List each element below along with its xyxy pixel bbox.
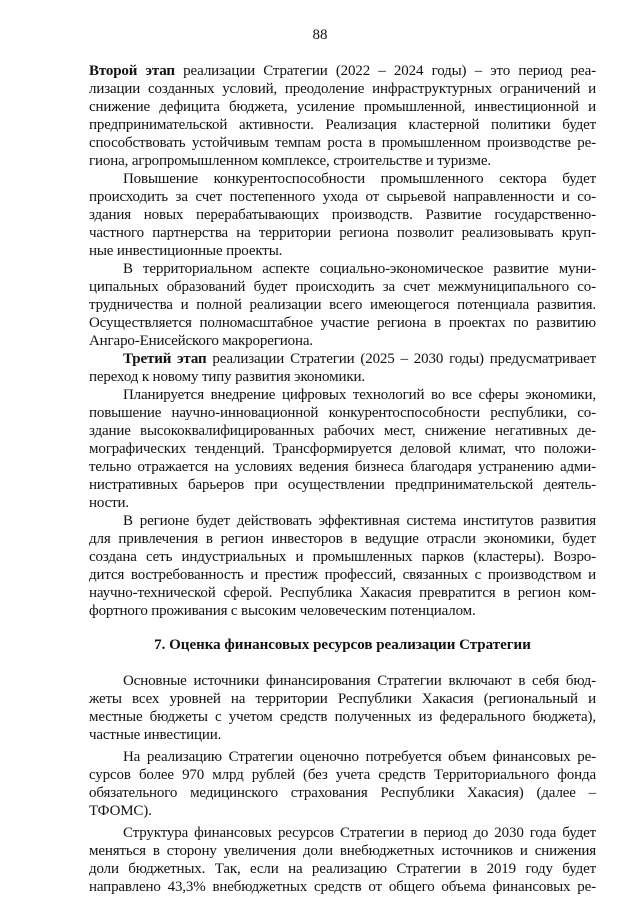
paragraph-competitiveness <box>89 170 596 260</box>
text-line: гиона, агропромышленном комплексе, строительстве и туризме. <box>89 153 492 169</box>
text-line: для привлечения в регион инвесторов в ведущие отрасли экономики, будет <box>89 531 596 547</box>
text-line: переход к новому типу развития экономики. <box>89 369 365 385</box>
text-line: В территориальном аспекте социально-экономическое развитие муни- <box>123 261 596 277</box>
text-line: ципальных образований будет происходить за счет межмуниципального со- <box>89 279 596 295</box>
text-line: тельно отражается на условиях ведения бизнеса благодаря устранению адми- <box>89 459 596 475</box>
text-line: лизации созданных условий, преодоление инфраструктурных ограничений и <box>89 81 596 97</box>
text-line: здания новых перерабатывающих производств. Развитие государственно- <box>89 207 596 223</box>
text-line: происходить за счет постепенного ухода от сырьевой направленности и со- <box>89 189 596 205</box>
text-line: Второй этап реализации Стратегии (2022 – 2024 годы) – это период реа- <box>89 63 596 79</box>
text-line: дится востребованность и престиж профессий, связанных с производством и <box>89 567 596 583</box>
text-line: Осуществляется полномасштабное участие региона в проектах по развитию <box>89 315 596 331</box>
page-number: 88 <box>312 27 328 43</box>
text-line: частного партнерства на территории региона позволит реализовывать круп- <box>89 225 596 241</box>
text-line: меняться в сторону увеличения доли внебюджетных источников и снижения <box>89 843 596 859</box>
text-line: предпринимательской активности. Реализация кластерной политики будет <box>89 117 596 133</box>
text-line: здание высококвалифицированных рабочих мест, снижение негативных де- <box>89 423 596 439</box>
text-line: На реализацию Стратегии оценочно потребуется объем финансовых ре- <box>123 749 596 765</box>
text-line: жеты всех уровней на территории Республики Хакасия (региональный и <box>89 691 596 707</box>
bold-lead-term: Второй этап <box>89 63 175 79</box>
text-line: мографических тенденций. Трансформируется деловой климат, что положи- <box>89 441 596 457</box>
text-line: повышение научно-инновационной конкурентоспособности республики, со- <box>89 405 596 421</box>
text-line: ТФОМС). <box>89 803 152 819</box>
paragraph-funding-volume <box>89 748 596 820</box>
paragraph-territorial <box>89 260 596 350</box>
text-line: Ангаро-Енисейского макрорегиона. <box>89 333 313 349</box>
paragraph-second-stage <box>89 62 596 170</box>
paragraph-third-stage <box>89 350 596 386</box>
text-line: способствовать устойчивым темпам роста в промышленном производстве ре- <box>89 135 596 151</box>
paragraph-institutions <box>89 512 596 620</box>
text-line: ности. <box>89 495 129 511</box>
text-line: создана сеть индустриальных и промышленных парков (кластеры). Возро- <box>89 549 596 565</box>
text-line: местные бюджеты с учетом средств полученных из федерального бюджета), <box>89 709 596 725</box>
text-line: Планируется внедрение цифровых технологий во все сферы экономики, <box>123 387 596 403</box>
page-content <box>89 62 596 896</box>
text-line: Основные источники финансирования Стратегии включают в себя бюд- <box>123 673 596 689</box>
text-line: В регионе будет действовать эффективная система институтов развития <box>123 513 596 529</box>
text-line: направлено 43,3% внебюджетных средств от общего объема финансовых ре- <box>89 879 596 895</box>
text-line: Структура финансовых ресурсов Стратегии в период до 2030 года будет <box>123 825 596 841</box>
section-heading: 7. Оценка финансовых ресурсов реализации Стратегии <box>154 637 531 653</box>
paragraph-funding-structure <box>89 824 596 896</box>
text-line: частные инвестиции. <box>89 727 222 743</box>
text-line: научно-технической сферой. Республика Хакасия превратится в регион ком- <box>89 585 596 601</box>
text-line: Повышение конкурентоспособности промышленного сектора будет <box>123 171 596 187</box>
paragraph-funding-sources <box>89 672 596 744</box>
text-line: обязательного медицинского страхования Республики Хакасия) (далее – <box>89 785 596 801</box>
text-line: трудничества и полной реализации всего имеющегося потенциала развития. <box>89 297 596 313</box>
text-line: снижение дефицита бюджета, усиление промышленной, инвестиционной и <box>89 99 596 115</box>
text-line: ные инвестиционные проекты. <box>89 243 283 259</box>
text-line: нистративных барьеров при осуществлении предпринимательской деятель- <box>89 477 596 493</box>
text-line: сурсов более 970 млрд рублей (без учета средств Территориального фонда <box>89 767 596 783</box>
text-line: доли бюджетных. Так, если на реализацию Стратегии в 2019 году будет <box>89 861 596 877</box>
bold-lead-term: Третий этап <box>123 351 207 367</box>
paragraph-digital <box>89 386 596 512</box>
text-line: Третий этап реализации Стратегии (2025 – 2030 годы) предусматривает <box>123 351 596 367</box>
text-line: фортного проживания с высоким человеческим потенциалом. <box>89 603 476 619</box>
